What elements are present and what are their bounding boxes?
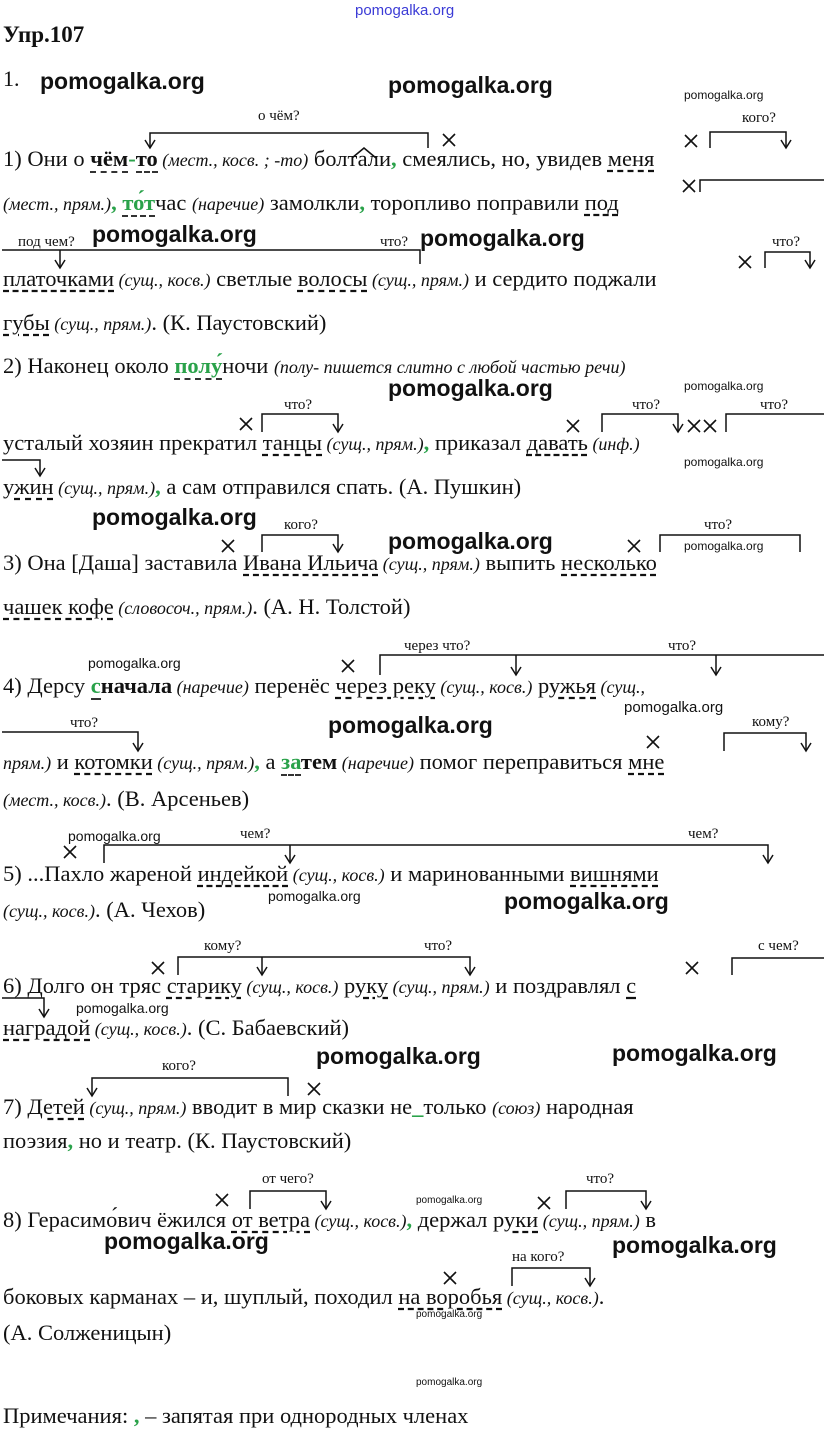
watermark-small: pomogalka.org xyxy=(684,455,764,469)
watermark-small: pomogalka.org xyxy=(88,655,181,671)
question-label: что? xyxy=(760,397,789,413)
arc-arrow xyxy=(585,1278,595,1286)
arc-arrow xyxy=(87,1088,97,1096)
sentence-7-line-1: 7) Детей (сущ., прям.) вводит в мир сказки не_только (союз) народная xyxy=(3,1094,634,1119)
arc xyxy=(724,733,806,751)
arc xyxy=(700,180,824,192)
cross-mark xyxy=(647,736,659,748)
arc-arrow xyxy=(321,1201,331,1209)
question-label: на кого? xyxy=(512,1249,565,1265)
watermark-small: pomogalka.org xyxy=(76,1000,169,1016)
watermark: pomogalka.org xyxy=(316,1043,481,1069)
question-label: что? xyxy=(380,234,409,250)
arc-arrow xyxy=(257,967,267,975)
watermark-small: pomogalka.org xyxy=(68,828,161,844)
sentence-5-line-2: (сущ., косв.). (А. Чехов) xyxy=(3,897,206,922)
cross-mark xyxy=(683,180,695,192)
question-label: кому? xyxy=(204,938,242,954)
question-label: чем? xyxy=(688,826,719,842)
question-label: о чём? xyxy=(258,108,300,124)
watermark: pomogalka.org xyxy=(388,375,553,401)
arc-arrow xyxy=(711,667,721,675)
sentence-1-line-2: (мест., прям.), то́тчас (наречие) замолкли, торопливо поправили под xyxy=(3,190,619,215)
arc xyxy=(2,250,420,264)
sentence-3-line-2: чашек кофе (словосоч., прям.). (А. Н. Толстой) xyxy=(3,594,411,619)
cross-mark xyxy=(685,135,697,147)
watermark-small: pomogalka.org xyxy=(684,88,764,102)
watermark-small: pomogalka.org xyxy=(416,1309,483,1320)
watermark-top: pomogalka.org xyxy=(355,2,455,19)
watermark-small: pomogalka.org xyxy=(684,539,764,553)
arc xyxy=(512,1268,590,1286)
arc-arrow xyxy=(763,855,773,863)
watermark: pomogalka.org xyxy=(104,1228,269,1254)
sentence-8-line-1: 8) Герасимо́вич ёжился от ветра (сущ., косв.), держал руки (сущ., прям.) в xyxy=(3,1207,657,1232)
sentence-1-line-1: 1) Они о чём-то (мест., косв. ; -то) болтали, смеялись, но, увидев меня xyxy=(3,146,655,171)
arc xyxy=(380,655,824,675)
question-label: кому? xyxy=(752,714,790,730)
watermark: pomogalka.org xyxy=(420,225,585,251)
watermark: pomogalka.org xyxy=(328,712,493,738)
sentence-1-line-3: платочками (сущ., косв.) светлые волосы (сущ., прям.) и сердито поджали xyxy=(3,266,657,291)
sentence-4-line-3: (мест., косв.). (В. Арсеньев) xyxy=(3,786,250,811)
arc-arrow xyxy=(511,667,521,675)
arc-arrow xyxy=(801,743,811,751)
arc-arrow xyxy=(333,424,343,432)
sentence-3-line-1: 3) Она [Даша] заставила Ивана Ильича (сущ., прям.) выпить несколько xyxy=(3,550,657,575)
watermark-small: pomogalka.org xyxy=(624,699,724,716)
question-label: кого? xyxy=(162,1058,196,1074)
sentence-8-line-2: боковых карманах – и, шуплый, походил на воробья (сущ., косв.). xyxy=(3,1284,605,1309)
footnote: Примечания: , – запятая при однородных членах xyxy=(3,1403,469,1428)
arc xyxy=(602,414,678,432)
question-label: через что? xyxy=(404,638,471,654)
cross-mark xyxy=(686,962,698,974)
cross-mark xyxy=(240,418,252,430)
sentence-8-line-3: (А. Солженицын) xyxy=(3,1320,172,1345)
cross-mark xyxy=(538,1197,550,1209)
question-label: что? xyxy=(668,638,697,654)
question-label: что? xyxy=(632,397,661,413)
watermark: pomogalka.org xyxy=(92,221,257,247)
sentence-2-line-2: усталый хозяин прекратил танцы (сущ., прям.), приказал давать (инф.) xyxy=(3,430,640,455)
question-label: что? xyxy=(284,397,313,413)
arc-arrow xyxy=(805,260,815,268)
arc-arrow xyxy=(781,140,791,148)
arc xyxy=(732,958,824,975)
watermark: pomogalka.org xyxy=(92,504,257,530)
item-number: 1. xyxy=(3,66,20,91)
highlight-word: чём xyxy=(90,146,129,171)
watermark: pomogalka.org xyxy=(504,888,669,914)
arc xyxy=(566,1191,646,1209)
exercise-title: Упр.107 xyxy=(3,22,85,47)
cross-mark xyxy=(216,1194,228,1206)
cross-mark xyxy=(739,256,751,268)
cross-mark xyxy=(443,134,455,146)
sentence-6-line-1: 6) Долго он тряс старику (сущ., косв.) руку (сущ., прям.) и поздравлял с xyxy=(3,973,637,998)
sentence-2-line-3: ужин (сущ., прям.), а сам отправился спать. (А. Пушкин) xyxy=(3,474,522,499)
question-label: что? xyxy=(704,517,733,533)
question-label: что? xyxy=(586,1171,615,1187)
question-label: чем? xyxy=(240,826,271,842)
question-label: кого? xyxy=(284,517,318,533)
watermark-small: pomogalka.org xyxy=(416,1195,483,1206)
sentence-4-line-2: прям.) и котомки (сущ., прям.), а затем (наречие) помог переправиться мне xyxy=(3,749,665,774)
question-label: от чего? xyxy=(262,1171,314,1187)
sentence-5-line-1: 5) ...Пахло жареной индейкой (сущ., косв.) и маринованными вишнями xyxy=(3,861,659,886)
watermark-small: pomogalka.org xyxy=(416,1377,483,1388)
cross-mark xyxy=(64,846,76,858)
cross-mark xyxy=(688,420,700,432)
watermark-small: pomogalka.org xyxy=(684,379,764,393)
question-label: с чем? xyxy=(758,938,799,954)
arc xyxy=(765,252,810,268)
question-label: что? xyxy=(424,938,453,954)
sentence-2-line-1: 2) Наконец около полу́ночи (полу- пишется слитно с любой частью речи) xyxy=(3,353,626,378)
question-label: кого? xyxy=(742,110,776,126)
arc-arrow xyxy=(465,967,475,975)
sentence-1-line-4: губы (сущ., прям.). (К. Паустовский) xyxy=(3,310,327,335)
cross-mark xyxy=(704,420,716,432)
question-label: что? xyxy=(70,715,99,731)
sentence-7-line-2: поэзия, но и театр. (К. Паустовский) xyxy=(3,1128,352,1153)
watermark: pomogalka.org xyxy=(612,1232,777,1258)
cross-mark xyxy=(342,660,354,672)
arc xyxy=(726,414,824,432)
arc-arrow xyxy=(673,424,683,432)
sentence-6-line-2: наградой (сущ., косв.). (С. Бабаевский) xyxy=(3,1015,350,1040)
watermark-small: pomogalka.org xyxy=(268,888,361,904)
question-label: под чем? xyxy=(18,234,75,250)
watermark: pomogalka.org xyxy=(40,68,205,94)
sentence-4-line-1: 4) Дерсу сначала (наречие) перенёс через реку (сущ., косв.) ружья (сущ., xyxy=(3,673,645,698)
cross-mark xyxy=(444,1272,456,1284)
question-label: что? xyxy=(772,234,801,250)
arc xyxy=(710,132,786,148)
watermark: pomogalka.org xyxy=(612,1040,777,1066)
watermark: pomogalka.org xyxy=(388,528,553,554)
watermark: pomogalka.org xyxy=(388,72,553,98)
